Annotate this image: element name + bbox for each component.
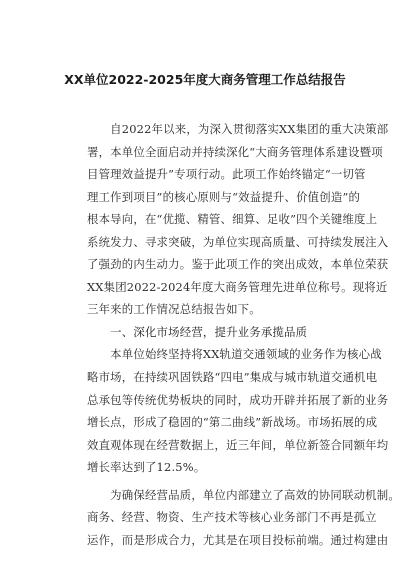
- text-line: XX集团2022-2024年度大商务管理先进单位称号。现将近: [87, 279, 388, 294]
- text-line: 了强劲的内生动力。鉴于此项工作的突出成效，本单位荣获: [87, 257, 389, 272]
- text-line: 本单位始终坚持将XX轨道交通领域的业务作为核心战: [87, 347, 382, 362]
- text-line: 效直观体现在经营数据上，近三年间，单位新签合同额年均: [87, 437, 389, 452]
- text-line: 增长点，形成了稳固的“第二曲线”新战场。市场拓展的成: [87, 415, 378, 430]
- text-line: 自2022年以来，为深入贯彻落实XX集团的重大决策部: [87, 122, 389, 136]
- text-line: 增长率达到了12.5%。: [87, 460, 206, 475]
- intro-paragraph: [87, 118, 389, 321]
- text-line: 总承包等传统优势板块的同时，成功开辟并拓展了新的业务: [87, 392, 389, 407]
- section1-paragraph-2: [87, 484, 400, 552]
- text-line: 署，本单位全面启动并持续深化“大商务管理体系建设暨项: [87, 144, 383, 159]
- text-line: 系统发力、寻求突破，为单位实现高质量、可持续发展注入: [87, 234, 389, 249]
- document-body: [87, 118, 400, 551]
- section-heading: 一、深化市场经营，提升业务承揽品质: [87, 324, 308, 339]
- text-line: 为确保经营品质，单位内部建立了高效的协同联动机制。: [87, 487, 400, 502]
- section1-paragraph-1: [87, 343, 389, 478]
- text-line: 运作，而是形成合力，尤其是在项目投标前端。通过构建由: [87, 532, 389, 547]
- text-line: 根本导向，在“优揽、精管、细算、足收”四个关键维度上: [87, 212, 378, 227]
- document-title: XX单位2022-2025年度大商务管理工作总结报告: [64, 72, 346, 87]
- text-line: 商务、经营、物资、生产技术等核心业务部门不再是孤立: [87, 510, 377, 525]
- text-line: 目管理效益提升”专项行动。此项工作始终锚定“一切管: [87, 167, 366, 182]
- text-line: 理工作到项目”的核心原则与“效益提升、价值创造”的: [87, 189, 361, 204]
- text-line: 三年来的工作情况总结报告如下。: [87, 302, 261, 317]
- text-line: 略市场，在持续巩固铁路“四电”集成与城市轨道交通机电: [87, 370, 378, 385]
